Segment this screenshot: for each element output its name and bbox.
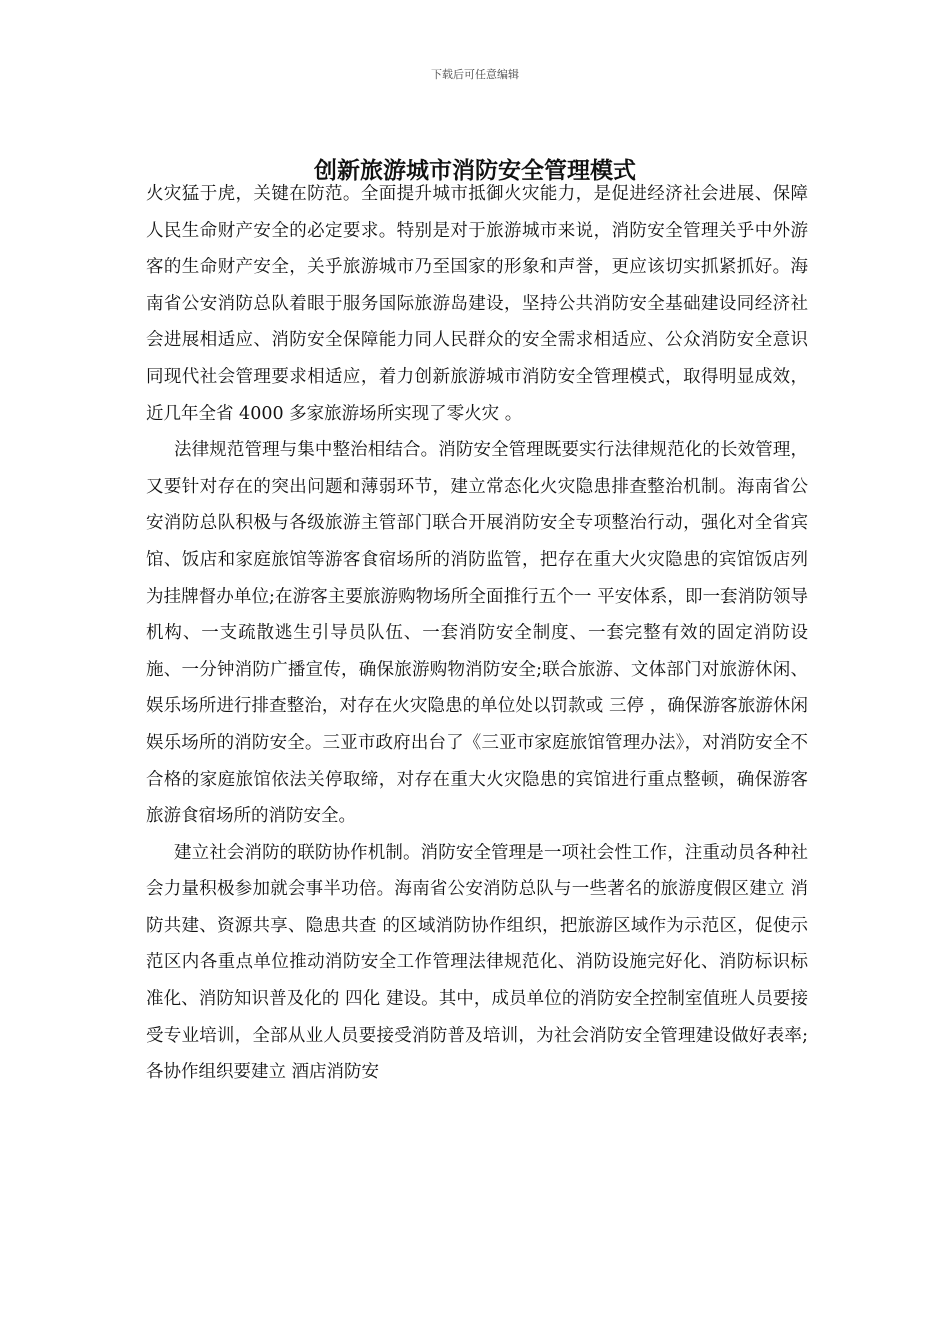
paragraph-legal-regulation: 法律规范管理与集中整治相结合。消防安全管理既要实行法律规范化的长效管理，又要针对存在的突出问题和薄弱环节，建立常态化火灾隐患排查整治机制。海南省公安消防总队积极与各级旅游主管部门联合开展消防安全专项整治行动，强化对全省宾馆、饭店和家庭旅馆等游客食宿场所的消防监管，把存在重大火灾隐患的宾馆饭店列为挂牌督办单位;在游客主要旅游购物场所全面推行五个一 平安体系，即一套消防领导机构、一支疏散逃生引导员队伍、一套消防安全制度、一套完整有效的固定消防设施、一分钟消防广播宣传，确保旅游购物消防安全;联合旅游、文体部门对旅游休闲、娱乐场所进行排查整治，对存在火灾隐患的单位处以罚款或 三停 ，确保游客旅游休闲娱乐场所的消防安全。三亚市政府出台了《三亚市家庭旅馆管理办法》，对消防安全不合格的家庭旅馆依法关停取缔，对存在重大火灾隐患的宾馆进行重点整顿，确保游客旅游食宿场所的消防安全。 (146, 440, 808, 827)
paragraph-intro: 火灾猛于虎，关键在防范。全面提升城市抵御火灾能力，是促进经济社会进展、保障人民生命财产安全的必定要求。特别是对于旅游城市来说，消防安全管理关乎中外游客的生命财产安全，关乎旅游城市乃至国家的形象和声誉，更应该切实抓紧抓好。海南省公安消防总队着眼于服务国际旅游岛建设，坚持公共消防安全基础建设同经济社会进展相适应、消防安全保障能力同人民群众的安全需求相适应、公众消防安全意识同现代社会管理要求相适应，着力创新旅游城市消防安全管理模式，取得明显成效，近几年全省 4000 多家旅游场所实现了零火灾 。 (146, 184, 808, 424)
header-note: 下载后可任意编辑 (431, 68, 519, 81)
document-title: 创新旅游城市消防安全管理模式 (314, 158, 636, 184)
document-body (146, 176, 808, 1091)
paragraph-joint-defense: 建立社会消防的联防协作机制。消防安全管理是一项社会性工作，注重动员各种社会力量积极参加就会事半功倍。海南省公安消防总队与一些著名的旅游度假区建立 消防共建、资源共享、隐患共查 的区域消防协作组织，把旅游区域作为示范区，促使示范区内各重点单位推动消防安全工作管理法律规范化、消防设施完好化、消防标识标准化、消防知识普及化的 四化 建设。其中，成员单位的消防安全控制室值班人员要接受专业培训，全部从业人员要接受消防普及培训，为社会消防安全管理建设做好表率;各协作组织要建立 酒店消防安 (146, 842, 808, 1083)
